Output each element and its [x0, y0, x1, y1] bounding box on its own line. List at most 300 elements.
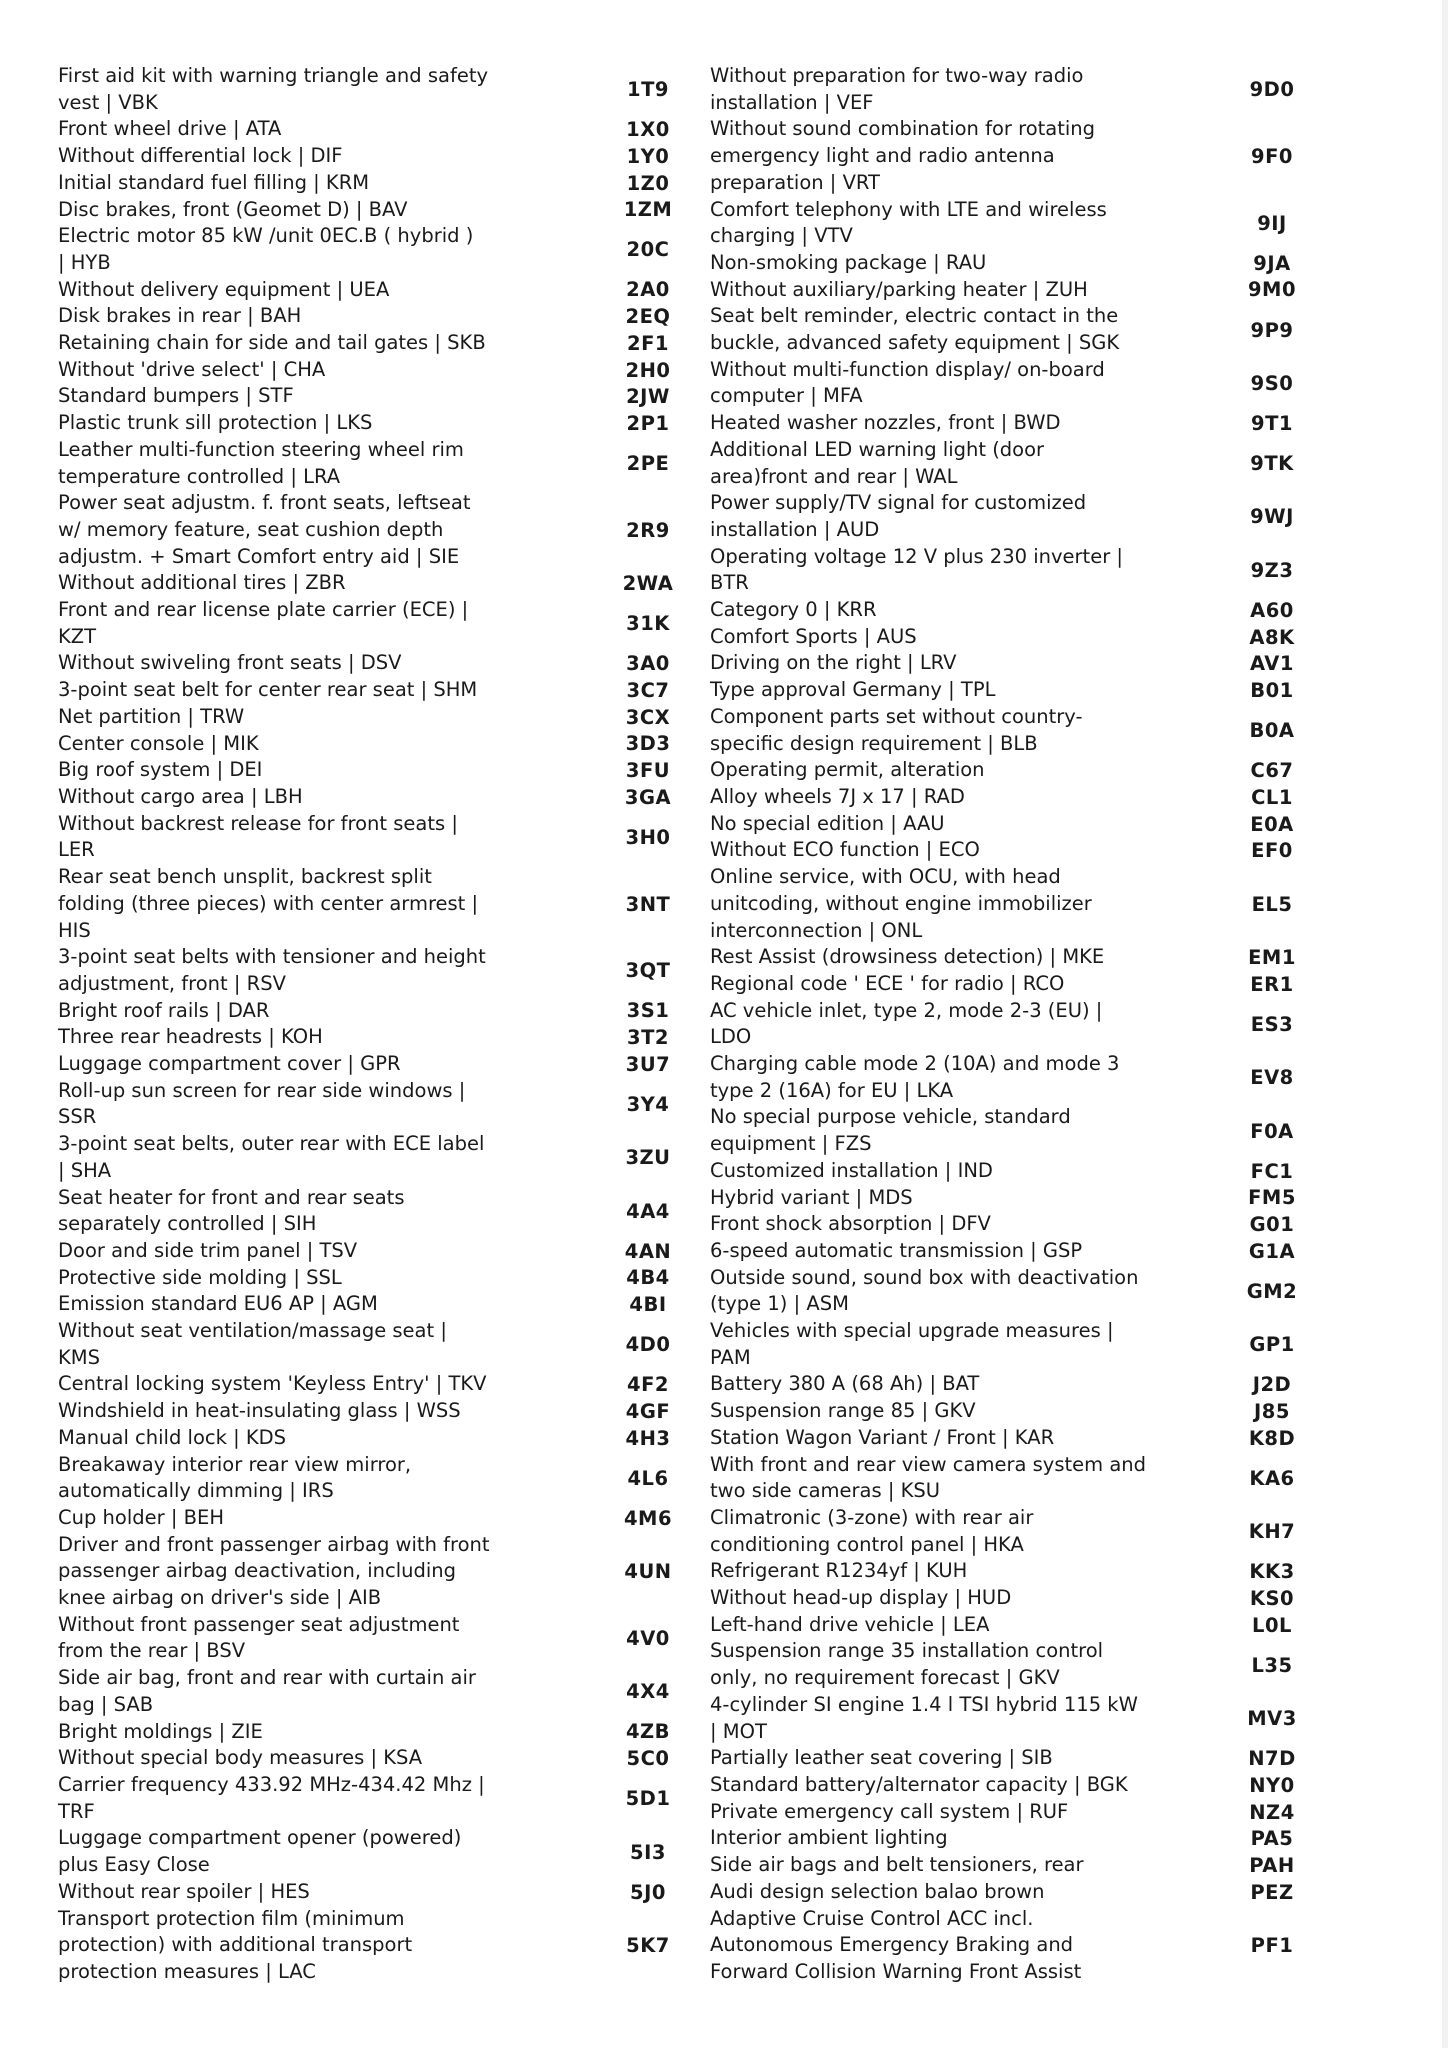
table-row [710, 1612, 1356, 1639]
item-description-line: BTR [710, 571, 749, 595]
table-row [58, 277, 698, 304]
table-row [58, 1371, 698, 1398]
table-row [58, 1131, 698, 1158]
item-description-line: Without ECO function | ECO [710, 838, 980, 862]
option-code: 2F1 [627, 331, 669, 355]
option-code: 20C [626, 238, 670, 262]
item-description-line: Roll-up sun screen for rear side windows | [58, 1078, 466, 1102]
item-description-line: Without head-up display | HUD [710, 1586, 1012, 1610]
equipment-table-left [58, 63, 698, 1986]
item-description-line: Comfort Sports | AUS [710, 624, 917, 648]
table-row [58, 1051, 698, 1078]
table-row [58, 1665, 698, 1692]
item-description-line: Without backrest release for front seats | [58, 811, 458, 835]
table-row [710, 837, 1356, 864]
item-description-line: Without multi-function display/ on-board [710, 357, 1105, 381]
item-description-line: Left-hand drive vehicle | LEA [710, 1612, 990, 1636]
table-row [58, 1906, 698, 1933]
item-description-line: Windshield in heat-insulating glass | WSS [58, 1399, 461, 1423]
item-description-line: Driver and front passenger airbag with front [58, 1532, 490, 1556]
table-row [710, 544, 1356, 571]
table-row [710, 1772, 1356, 1799]
item-description-line: Seat belt reminder, electric contact in the [710, 304, 1119, 328]
item-description-line: With front and rear view camera system and [710, 1452, 1147, 1476]
item-description-line: Center console | MIK [58, 731, 259, 755]
option-code: 1T9 [627, 78, 669, 102]
item-description-line: Power seat adjustm. f. front seats, leftseat [58, 491, 471, 515]
option-code: 3NT [625, 892, 671, 916]
option-code: 2P1 [626, 411, 670, 435]
item-description-line: Three rear headrests | KOH [58, 1025, 323, 1049]
item-description-line: Charging cable mode 2 (10A) and mode 3 [710, 1052, 1120, 1076]
item-description-line: Cup holder | BEH [58, 1505, 224, 1529]
table-row [710, 998, 1356, 1025]
item-description-line: Bright moldings | ZIE [58, 1719, 263, 1743]
option-code: 4X4 [626, 1680, 670, 1704]
table-row [58, 704, 698, 731]
option-code: 3T2 [627, 1026, 669, 1050]
item-description-line: 3-point seat belt for center rear seat | SHM [58, 678, 478, 702]
item-description-line: Partially leather seat covering | SIB [710, 1746, 1053, 1770]
page-edge [1442, 0, 1448, 2048]
item-description-line: Refrigerant R1234yf | KUH [710, 1559, 968, 1583]
item-description-line: Heated washer nozzles, front | BWD [710, 411, 1061, 435]
item-description-line: LDO [710, 1025, 752, 1049]
option-code: 1Y0 [626, 144, 670, 168]
item-description-line: Power supply/TV signal for customized [710, 491, 1087, 515]
item-description-line: SSR [58, 1105, 97, 1129]
item-description-line: Without auxiliary/parking heater | ZUH [710, 277, 1088, 301]
table-row [710, 490, 1356, 517]
table-row [58, 998, 698, 1025]
table-row [710, 1825, 1356, 1852]
option-code: F0A [1250, 1119, 1294, 1143]
option-code: 3ZU [625, 1146, 671, 1170]
item-description-line: Operating permit, alteration [710, 758, 985, 782]
table-row [710, 1104, 1356, 1131]
item-description-line: buckle, advanced safety equipment | SGK [710, 331, 1120, 355]
table-row [58, 731, 698, 758]
item-description-line: KMS [58, 1345, 100, 1369]
item-description-line: Without 'drive select' | CHA [58, 357, 326, 381]
option-code: 3D3 [625, 732, 671, 756]
table-row [710, 624, 1356, 651]
option-code: K8D [1248, 1426, 1296, 1450]
item-description-line: Audi design selection balao brown [710, 1879, 1045, 1903]
item-description-line: Initial standard fuel filling | KRM [58, 170, 370, 194]
table-row [58, 1719, 698, 1746]
item-description-line: 4-cylinder SI engine 1.4 l TSI hybrid 115 kW [710, 1692, 1138, 1716]
option-code: 4ZB [625, 1720, 671, 1744]
item-description-line: Without cargo area | LBH [58, 784, 303, 808]
table-row [710, 864, 1356, 891]
option-code: N7D [1248, 1747, 1296, 1771]
table-row [58, 677, 698, 704]
table-row [710, 410, 1356, 437]
option-code: C67 [1250, 759, 1294, 783]
table-row [710, 357, 1356, 384]
item-description-line: Disc brakes, front (Geomet D) | BAV [58, 197, 408, 221]
table-row [710, 1452, 1356, 1479]
option-code: 9WJ [1250, 505, 1294, 529]
item-description-line: Big roof system | DEI [58, 758, 263, 782]
item-description-line: Online service, with OCU, with head [710, 865, 1061, 889]
option-code: 9IJ [1257, 211, 1287, 235]
table-row [710, 1051, 1356, 1078]
item-description-line: separately controlled | SIH [58, 1212, 317, 1236]
option-code: G1A [1248, 1239, 1296, 1263]
item-description-line: LER [58, 838, 95, 862]
option-code: 4H3 [625, 1426, 671, 1450]
table-row [710, 677, 1356, 704]
option-code: EM1 [1248, 946, 1296, 970]
option-code: 4UN [624, 1560, 672, 1584]
option-code: 4V0 [626, 1626, 670, 1650]
item-description-line: Vehicles with special upgrade measures | [710, 1319, 1114, 1343]
option-code: GP1 [1249, 1333, 1295, 1357]
option-code: A8K [1249, 625, 1295, 649]
item-description-line: knee airbag on driver's side | AIB [58, 1586, 382, 1610]
item-description-line: Climatronic (3-zone) with rear air [710, 1505, 1034, 1529]
table-row [58, 864, 698, 891]
table-row [58, 1612, 698, 1639]
item-description-line: Breakaway interior rear view mirror, [58, 1452, 412, 1476]
table-row [710, 971, 1356, 998]
item-description-line: Front and rear license plate carrier (ECE) | [58, 598, 469, 622]
option-code: 9P9 [1250, 318, 1294, 342]
item-description-line: Carrier frequency 433.92 MHz-434.42 Mhz | [58, 1773, 485, 1796]
option-code: 5I3 [630, 1840, 666, 1864]
option-code: 5J0 [630, 1880, 666, 1904]
option-code: PF1 [1250, 1934, 1294, 1958]
option-code: FC1 [1250, 1159, 1294, 1183]
item-description-line: TRF [58, 1799, 95, 1823]
item-description-line: protection) with additional transport [58, 1933, 413, 1957]
item-description-line: Without preparation for two-way radio [710, 64, 1084, 87]
table-row [58, 223, 698, 250]
item-description-line: temperature controlled | LRA [58, 464, 341, 488]
item-description-line: w/ memory feature, seat cushion depth [58, 517, 444, 541]
option-code: PAH [1249, 1853, 1295, 1877]
option-code: EL5 [1251, 892, 1293, 916]
table-row [710, 250, 1356, 277]
item-description-line: passenger airbag deactivation, including [58, 1559, 457, 1583]
item-description-line: No special purpose vehicle, standard [710, 1105, 1071, 1129]
table-row [58, 757, 698, 784]
table-row [710, 1585, 1356, 1612]
table-row [58, 1398, 698, 1425]
item-description-line: Leather multi-function steering wheel rim [58, 437, 464, 461]
item-description-line: Central locking system 'Keyless Entry' | TKV [58, 1372, 487, 1396]
table-row [710, 1265, 1356, 1292]
item-description-line: preparation | VRT [710, 170, 880, 194]
option-code: 31K [626, 612, 670, 636]
item-description-line: vest | VBK [58, 90, 158, 114]
option-code: 5C0 [626, 1747, 670, 1771]
option-code: G01 [1249, 1213, 1295, 1237]
option-code: J85 [1254, 1400, 1290, 1423]
item-description-line: Without seat ventilation/massage seat | [58, 1319, 447, 1343]
table-row [58, 784, 698, 811]
table-row [710, 1371, 1356, 1398]
option-code: EF0 [1251, 839, 1293, 863]
item-description-line: computer | MFA [710, 384, 863, 408]
item-description-line: two side cameras | KSU [710, 1479, 941, 1503]
item-description-line: Type approval Germany | TPL [710, 678, 996, 702]
option-code: 2R9 [626, 518, 670, 542]
item-description-line: Disk brakes in rear | BAH [58, 304, 302, 328]
option-code: 3GA [624, 785, 672, 809]
table-row [710, 116, 1356, 143]
item-description-line: Autonomous Emergency Braking and [710, 1933, 1074, 1957]
table-row [710, 1692, 1356, 1719]
item-description-line: area)front and rear | WAL [710, 464, 958, 488]
item-description-line: Without front passenger seat adjustment [58, 1612, 460, 1636]
item-description-line: only, no requirement forecast | GKV [710, 1666, 1060, 1690]
table-row [58, 1825, 698, 1852]
table-row [58, 650, 698, 677]
equipment-table-right [710, 63, 1356, 1986]
table-row [710, 277, 1356, 304]
item-description-line: Comfort telephony with LTE and wireless [710, 197, 1107, 221]
item-description-line: Without differential lock | DIF [58, 144, 343, 168]
table-row [710, 1505, 1356, 1532]
option-code: L35 [1251, 1653, 1293, 1677]
item-description-line: plus Easy Close [58, 1853, 210, 1877]
item-description-line: Luggage compartment cover | GPR [58, 1052, 401, 1076]
option-code: 3S1 [626, 999, 670, 1023]
option-code: 9D0 [1249, 78, 1295, 102]
item-description-line: adjustment, front | RSV [58, 971, 286, 995]
option-code: L0L [1252, 1613, 1292, 1637]
table-row [710, 1558, 1356, 1585]
table-row [58, 143, 698, 170]
table-row [710, 944, 1356, 971]
item-description-line: Door and side trim panel | TSV [58, 1238, 358, 1262]
table-row [58, 410, 698, 437]
option-code: KK3 [1249, 1560, 1295, 1584]
option-code: 3H0 [625, 825, 671, 849]
item-description-line: Battery 380 A (68 Ah) | BAT [710, 1372, 980, 1396]
table-row [710, 1211, 1356, 1238]
item-description-line: Regional code ' ECE ' for radio | RCO [710, 971, 1065, 995]
table-row [58, 811, 698, 838]
option-code: NY0 [1249, 1773, 1295, 1797]
item-description-line: | SHA [58, 1158, 112, 1182]
item-description-line: specific design requirement | BLB [710, 731, 1038, 755]
table-row [710, 1852, 1356, 1879]
item-description-line: PAM [710, 1345, 751, 1369]
item-description-line: Retaining chain for side and tail gates | SKB [58, 331, 486, 355]
item-description-line: bag | SAB [58, 1692, 154, 1716]
table-row [58, 1265, 698, 1292]
option-code: B0A [1249, 719, 1295, 743]
option-code: 1ZM [623, 198, 673, 222]
option-code: 2PE [626, 452, 670, 476]
item-description-line: Plastic trunk sill protection | LKS [58, 411, 373, 435]
option-code: ER1 [1250, 972, 1294, 996]
option-code: 4BI [629, 1293, 667, 1317]
table-row [710, 303, 1356, 330]
option-code: 5D1 [625, 1787, 671, 1811]
item-description-line: charging | VTV [710, 224, 853, 248]
item-description-line: unitcoding, without engine immobilizer [710, 891, 1092, 915]
option-code: 4B4 [626, 1266, 670, 1290]
item-description-line: installation | VEF [710, 90, 874, 114]
item-description-line: Protective side molding | SSL [58, 1265, 342, 1289]
option-code: 4F2 [627, 1373, 669, 1397]
option-code: FM5 [1248, 1186, 1296, 1210]
option-code: 4GF [625, 1400, 671, 1423]
option-code: 2JW [626, 385, 670, 409]
item-description-line: 3-point seat belts, outer rear with ECE label [58, 1132, 485, 1156]
table-row [58, 1505, 698, 1532]
item-description-line: Forward Collision Warning Front Assist [710, 1959, 1082, 1983]
table-row [58, 383, 698, 410]
table-row [58, 303, 698, 330]
item-description-line: Seat heater for front and rear seats [58, 1185, 405, 1209]
option-code: 1X0 [626, 118, 670, 142]
item-description-line: adjustm. + Smart Comfort entry aid | SIE [58, 544, 460, 568]
option-code: 9M0 [1247, 278, 1297, 302]
table-row [710, 63, 1356, 90]
option-code: 2EQ [625, 305, 671, 329]
option-code: 2WA [622, 572, 674, 596]
option-code: E0A [1250, 812, 1294, 836]
option-code: 4M6 [623, 1506, 673, 1530]
item-description-line: installation | AUD [710, 517, 880, 541]
table-row [58, 944, 698, 971]
table-row [710, 1425, 1356, 1452]
table-row [710, 597, 1356, 624]
item-description-line: Without additional tires | ZBR [58, 571, 346, 595]
option-code: 9S0 [1250, 371, 1294, 395]
table-row [58, 490, 698, 517]
table-row [58, 63, 698, 90]
option-code: CL1 [1251, 785, 1293, 809]
table-row [58, 1291, 698, 1318]
item-description-line: from the rear | BSV [58, 1639, 246, 1663]
table-row [710, 811, 1356, 838]
item-description-line: Rest Assist (drowsiness detection) | MKE [710, 945, 1105, 969]
table-row [710, 757, 1356, 784]
option-code: ES3 [1250, 1012, 1294, 1036]
item-description-line: Without delivery equipment | UEA [58, 277, 390, 301]
table-row [710, 704, 1356, 731]
item-description-line: Without rear spoiler | HES [58, 1879, 310, 1903]
option-code: NZ4 [1249, 1800, 1295, 1824]
table-row [58, 1879, 698, 1906]
option-code: J2D [1252, 1373, 1292, 1397]
item-description-line: Bright roof rails | DAR [58, 998, 270, 1022]
option-code: 3CX [625, 705, 671, 729]
option-code: A60 [1250, 598, 1294, 622]
item-description-line: conditioning control panel | HKA [710, 1532, 1024, 1556]
item-description-line: Suspension range 35 installation control [710, 1639, 1104, 1663]
item-description-line: Non-smoking package | RAU [710, 250, 987, 274]
table-row [710, 1185, 1356, 1212]
item-description-line: Station Wagon Variant / Front | KAR [710, 1425, 1055, 1449]
item-description-line: Standard bumpers | STF [58, 384, 294, 408]
item-description-line: Alloy wheels 7J x 17 | RAD [710, 784, 965, 808]
table-row [710, 1318, 1356, 1345]
option-code: KA6 [1249, 1466, 1295, 1490]
table-row [58, 570, 698, 597]
option-code: PEZ [1250, 1880, 1294, 1904]
option-code: AV1 [1250, 652, 1294, 676]
option-code: 4L6 [627, 1466, 669, 1490]
item-description-line: Operating voltage 12 V plus 230 inverter | [710, 544, 1123, 568]
table-row [58, 357, 698, 384]
option-code: 3QT [625, 959, 671, 983]
option-code: 4A4 [626, 1199, 670, 1223]
option-code: GM2 [1246, 1279, 1298, 1303]
item-description-line: Component parts set without country- [710, 704, 1083, 728]
table-row [710, 1745, 1356, 1772]
item-description-line: Hybrid variant | MDS [710, 1185, 913, 1209]
item-description-line: Without sound combination for rotating [710, 117, 1096, 141]
table-row [58, 597, 698, 624]
option-code: KH7 [1248, 1520, 1296, 1544]
option-code: EV8 [1250, 1066, 1294, 1090]
item-description-line: Without swiveling front seats | DSV [58, 651, 402, 675]
table-row [58, 1425, 698, 1452]
table-row [710, 784, 1356, 811]
table-row [58, 1452, 698, 1479]
item-description-line: Adaptive Cruise Control ACC incl. [710, 1906, 1034, 1930]
item-description-line: KZT [58, 624, 97, 648]
option-code: B01 [1250, 679, 1294, 703]
option-code: 9TK [1250, 452, 1294, 476]
item-description-line: AC vehicle inlet, type 2, mode 2-3 (EU) | [710, 998, 1103, 1022]
option-code: 3C7 [626, 679, 670, 703]
item-description-line: Front wheel drive | ATA [58, 117, 282, 141]
table-row [710, 1906, 1356, 1933]
option-code: 9F0 [1251, 144, 1293, 168]
item-description-line: emergency light and radio antenna [710, 144, 1055, 168]
table-row [710, 1158, 1356, 1185]
item-description-line: Customized installation | IND [710, 1158, 993, 1182]
table-row [58, 1532, 698, 1559]
option-code: 9Z3 [1250, 558, 1294, 582]
table-row [58, 170, 698, 197]
item-description-line: Interior ambient lighting [710, 1826, 948, 1850]
table-row [710, 650, 1356, 677]
option-code: 5K7 [626, 1934, 670, 1958]
table-row [710, 1879, 1356, 1906]
item-description-line: protection measures | LAC [58, 1959, 316, 1983]
item-description-line: 3-point seat belts with tensioner and height [58, 945, 486, 969]
table-row [58, 437, 698, 464]
table-row [710, 1398, 1356, 1425]
item-description-line: interconnection | ONL [710, 918, 923, 942]
table-row [58, 330, 698, 357]
item-description-line: Side air bags and belt tensioners, rear [710, 1853, 1084, 1877]
item-description-line: (type 1) | ASM [710, 1292, 849, 1316]
option-code: 2H0 [625, 358, 671, 382]
item-description-line: Category 0 | KRR [710, 598, 877, 622]
item-description-line: Driving on the right | LRV [710, 651, 957, 675]
option-code: 3A0 [626, 652, 670, 676]
item-description-line: type 2 (16A) for EU | LKA [710, 1078, 954, 1102]
table-row [58, 1078, 698, 1105]
option-code: 4D0 [625, 1333, 671, 1357]
option-code: PA5 [1250, 1827, 1294, 1851]
item-description-line: Rear seat bench unsplit, backrest split [58, 865, 432, 889]
table-row [58, 1024, 698, 1051]
option-code: 3FU [625, 759, 671, 783]
item-description-line: | HYB [58, 250, 111, 274]
